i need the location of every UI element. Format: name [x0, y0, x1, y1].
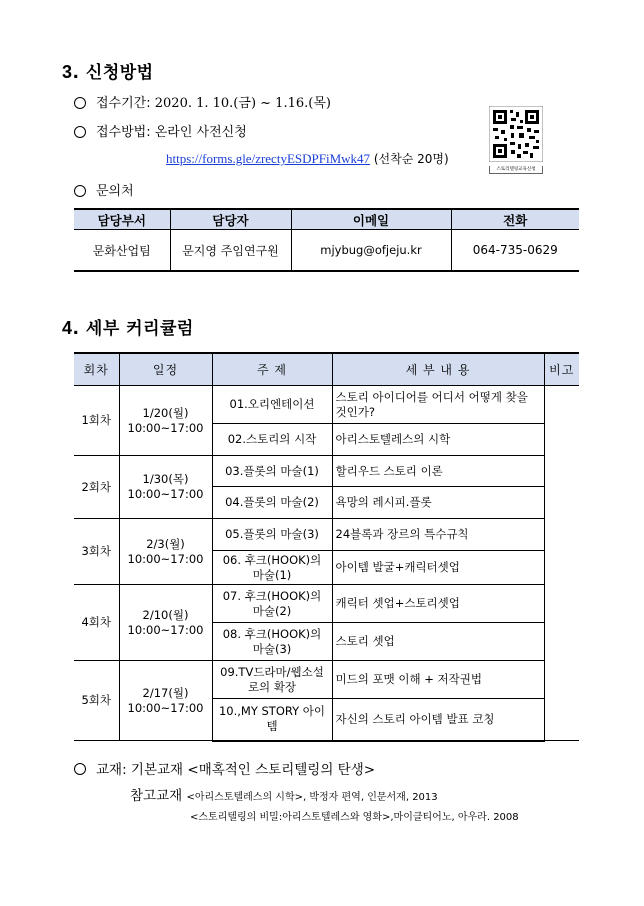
session-detail: 자신의 스토리 아이템 발표 코칭 [332, 699, 544, 741]
session-date: 1/30(목) [142, 472, 189, 486]
reference-2: <스토리텔링의 비밀:아리스토텔레스와 영화>,마이클티어노, 아우라. 2008 [190, 812, 519, 823]
contact-header-email: 이메일 [291, 209, 451, 230]
session-date: 1/20(월) [142, 405, 189, 420]
contact-email[interactable]: mjybug@ofjeju.kr [291, 230, 451, 272]
section-3-number: 3 [62, 62, 73, 82]
curriculum-table [74, 352, 579, 742]
application-period [74, 92, 331, 111]
header-detail: 세 부 내 용 [332, 353, 544, 386]
application-link-line [166, 150, 449, 167]
session-detail: 아리스토텔레스의 시학 [332, 424, 544, 456]
reference-label: 참고교재 [130, 788, 187, 804]
application-method-value: 온라인 사전신청 [154, 125, 247, 140]
session-detail: 스토리 셋업 [332, 623, 544, 661]
textbook-main: 기본교재 <매혹적인 스토리텔링의 탄생> [130, 762, 376, 778]
section-4-title [62, 314, 194, 339]
section-3-title-text: . 신청방법 [72, 63, 154, 83]
session-schedule [119, 585, 212, 661]
session-round: 3회차 [74, 519, 119, 585]
session-detail: 아이템 발굴+캐릭터셋업 [332, 551, 544, 585]
header-note: 비고 [544, 353, 579, 386]
session-topic: 08. 후크(HOOK)의 마술(3) [212, 623, 332, 661]
contact-label: 문의처 [96, 184, 134, 199]
session-time: 10:00~17:00 [127, 622, 204, 637]
link-note: (선착순 20명) [370, 152, 449, 166]
header-round: 회차 [74, 353, 119, 386]
session-schedule [119, 519, 212, 585]
reference-1: <아리스토텔레스의 시학>, 박정자 편역, 인문서재, 2013 [186, 792, 438, 803]
application-method-label: 접수방법: [96, 125, 155, 140]
session-topic: 05.플롯의 마술(3) [212, 519, 332, 551]
bullet-circle-icon [74, 126, 86, 138]
bullet-circle-icon [74, 185, 86, 197]
session-detail: 미드의 포맷 이해 + 저작권법 [332, 661, 544, 699]
textbook-line [74, 758, 375, 778]
contact-header-phone: 전화 [451, 209, 579, 230]
session-time: 10:00~17:00 [127, 420, 204, 435]
session-time: 10:00~17:00 [127, 551, 204, 566]
table-row [74, 386, 579, 424]
section-4-number: 4 [62, 318, 73, 338]
qr-caption: 스토리텔링교육신청 [489, 166, 543, 174]
contact-heading [74, 180, 134, 199]
session-note [544, 386, 579, 741]
session-topic: 07. 후크(HOOK)의 마술(2) [212, 585, 332, 623]
table-row [74, 661, 579, 699]
contact-phone: 064-735-0629 [451, 230, 579, 272]
session-round: 2회차 [74, 456, 119, 519]
header-schedule: 일정 [119, 353, 212, 386]
session-schedule [119, 661, 212, 741]
session-round: 4회차 [74, 585, 119, 661]
session-schedule [119, 386, 212, 456]
reference-line-1 [130, 784, 438, 804]
bullet-circle-icon [74, 763, 86, 775]
session-topic: 02.스토리의 시작 [212, 424, 332, 456]
application-period-label: 접수기간: [96, 96, 155, 111]
qr-code [489, 106, 543, 170]
session-schedule [119, 456, 212, 519]
session-topic: 04.플롯의 마술(2) [212, 487, 332, 519]
session-topic: 03.플롯의 마술(1) [212, 456, 332, 487]
table-row [74, 585, 579, 623]
session-round: 1회차 [74, 386, 119, 456]
table-row [74, 456, 579, 487]
session-detail: 캐릭터 셋업+스토리셋업 [332, 585, 544, 623]
textbook-label: 교재: [96, 762, 131, 778]
session-date: 2/17(월) [142, 685, 189, 700]
qr-code-icon [489, 106, 543, 162]
session-detail: 욕망의 레시피.플롯 [332, 487, 544, 519]
contact-row [74, 230, 579, 272]
session-date: 2/10(월) [142, 607, 189, 622]
session-detail: 24블록과 장르의 특수규칙 [332, 519, 544, 551]
session-time: 10:00~17:00 [127, 487, 204, 501]
application-method [74, 121, 247, 140]
contact-person: 문지영 주임연구원 [170, 230, 291, 272]
bullet-circle-icon [74, 97, 86, 109]
header-topic: 주 제 [212, 353, 332, 386]
application-period-value: 2020. 1. 10.(금) ~ 1.16.(목) [154, 96, 331, 111]
session-topic: 09.TV드라마/웹소설로의 확장 [212, 661, 332, 699]
session-topic: 10.,MY STORY 아이템 [212, 699, 332, 741]
session-detail: 스토리 아이디어를 어디서 어떻게 찾을 것인가? [332, 386, 544, 424]
section-3-title [62, 58, 154, 83]
contact-department: 문화산업팀 [74, 230, 170, 272]
table-row [74, 519, 579, 551]
contact-table [74, 208, 579, 272]
session-time: 10:00~17:00 [127, 700, 204, 715]
contact-header-person: 담당자 [170, 209, 291, 230]
contact-header-row [74, 209, 579, 230]
contact-header-department: 담당부서 [74, 209, 170, 230]
curriculum-header-row [74, 353, 579, 386]
session-date: 2/3(월) [146, 536, 185, 551]
session-round: 5회차 [74, 661, 119, 741]
section-4-title-text: . 세부 커리큘럼 [72, 319, 194, 339]
application-form-link[interactable]: https://forms.gle/zrectyESDPFiMwk47 [166, 151, 371, 166]
session-topic: 01.오리엔테이션 [212, 386, 332, 424]
session-detail: 할리우드 스토리 이론 [332, 456, 544, 487]
session-topic: 06. 후크(HOOK)의 마술(1) [212, 551, 332, 585]
